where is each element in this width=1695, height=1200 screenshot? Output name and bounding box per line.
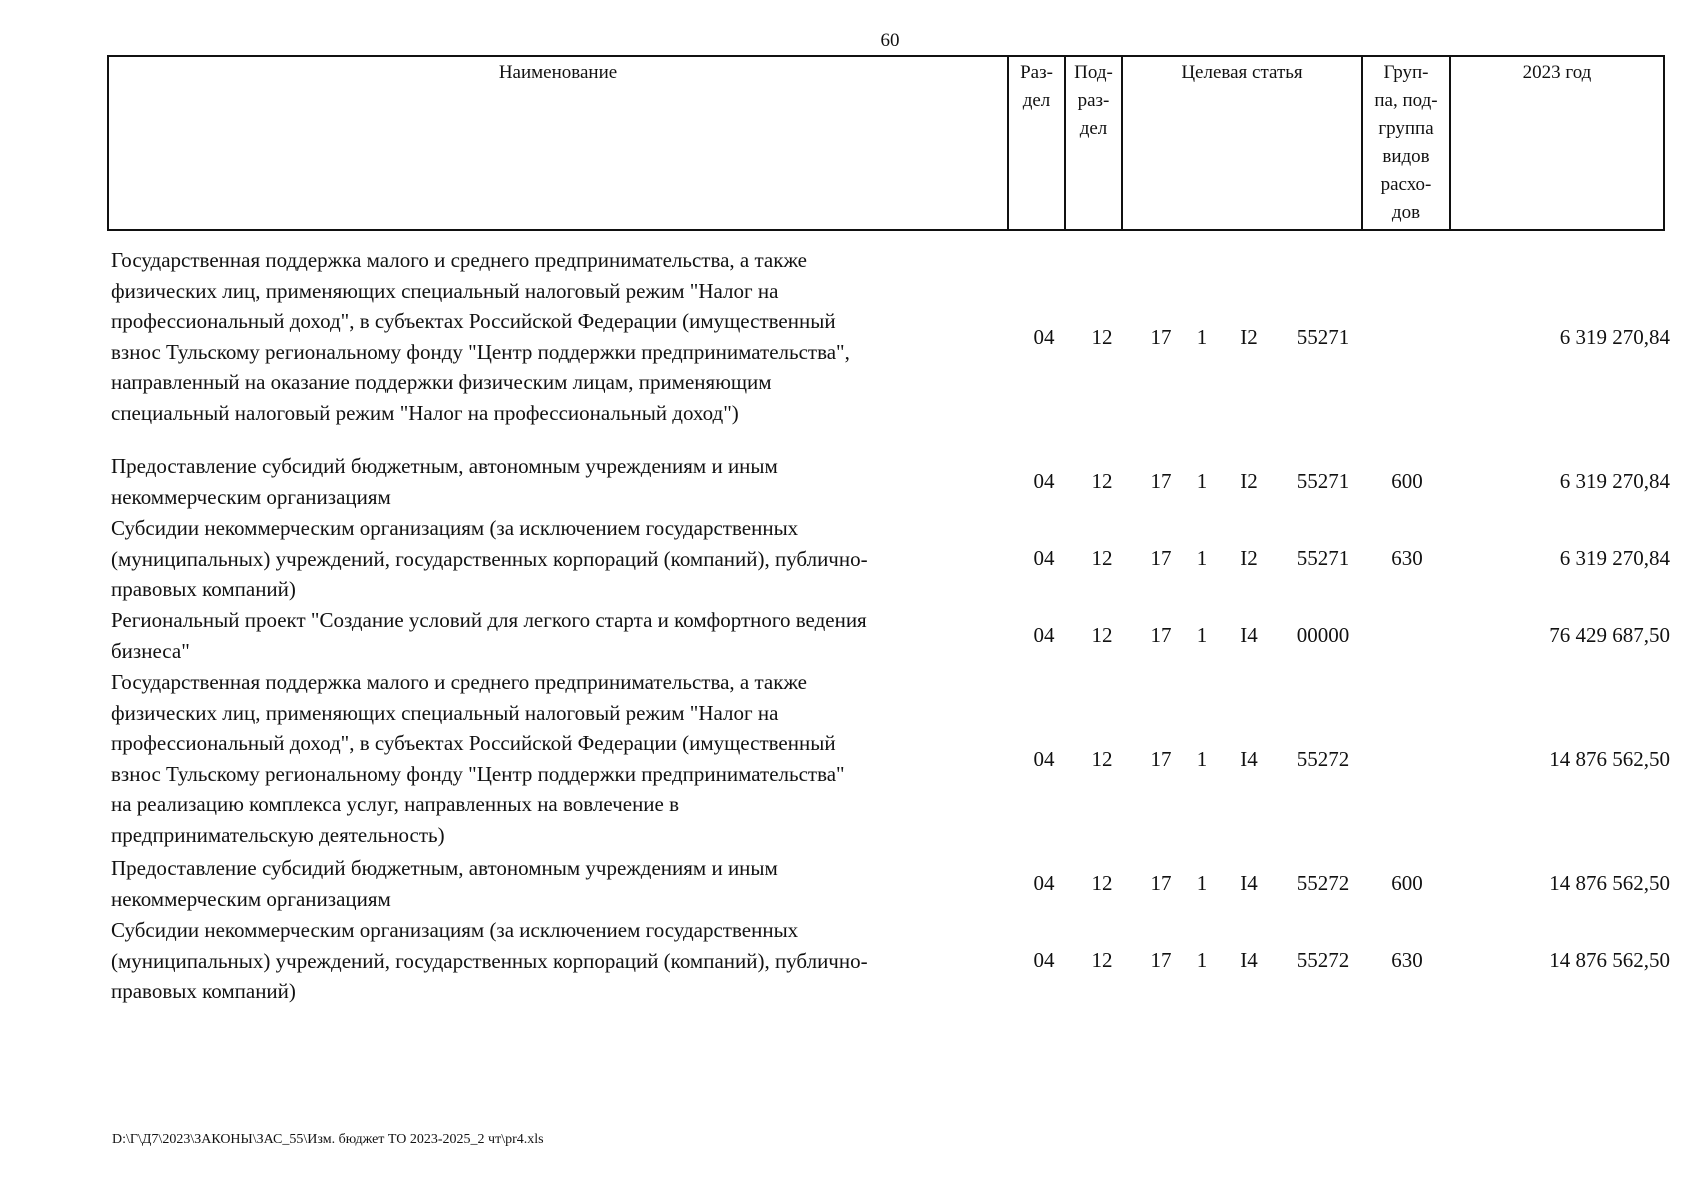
- row-razdel: 04: [1033, 747, 1055, 771]
- row-podrazdel: 12: [1091, 871, 1113, 895]
- header-razdel: Раз- дел: [1008, 56, 1065, 230]
- row-cs-program: 17: [1150, 469, 1172, 493]
- row-cs-project: I4: [1240, 747, 1258, 771]
- row-cs-type: 1: [1196, 469, 1208, 493]
- row-cs-direction: 55272: [1296, 747, 1350, 771]
- header-celevaya-statya: Целевая статья: [1122, 56, 1362, 230]
- row-cs-direction: 55271: [1296, 469, 1350, 493]
- row-sum: 6 319 270,84: [1559, 469, 1670, 493]
- row-cs-type: 1: [1196, 747, 1208, 771]
- row-cs-type: 1: [1196, 325, 1208, 349]
- row-cs-type: 1: [1196, 546, 1208, 570]
- row-cs-type: 1: [1196, 871, 1208, 895]
- row-cs-project: I2: [1240, 325, 1258, 349]
- row-podrazdel: 12: [1091, 469, 1113, 493]
- table-header: [107, 55, 1665, 231]
- row-razdel: 04: [1033, 546, 1055, 570]
- row-vr: 600: [1391, 871, 1423, 895]
- page-number: 60: [880, 30, 900, 51]
- row-cs-program: 17: [1150, 948, 1172, 972]
- row-cs-direction: 55271: [1296, 325, 1350, 349]
- row-podrazdel: 12: [1091, 546, 1113, 570]
- row-cs-program: 17: [1150, 546, 1172, 570]
- row-podrazdel: 12: [1091, 623, 1113, 647]
- row-vr: 630: [1391, 948, 1423, 972]
- row-cs-type: 1: [1196, 948, 1208, 972]
- row-cs-project: I4: [1240, 623, 1258, 647]
- row-cs-direction: 55272: [1296, 871, 1350, 895]
- row-name: Государственная поддержка малого и среднего предпринимательства, а также физических лиц, применяющих специальный налоговый режим "Налог на профессиональный доход", в субъектах Российской Федерации (имущественный взнос Тульскому региональному фонду "Центр поддержки предпринимательства" на реализацию комплекса услуг, направленных на вовлечение в предпринимательскую деятельность): [111, 670, 845, 847]
- row-name: Региональный проект "Создание условий для легкого старта и комфортного ведения бизнеса": [111, 608, 867, 663]
- row-sum: 76 429 687,50: [1549, 623, 1670, 647]
- header-year: 2023 год: [1450, 56, 1664, 230]
- row-cs-project: I2: [1240, 469, 1258, 493]
- row-podrazdel: 12: [1091, 325, 1113, 349]
- footer-file-path: D:\Г\Д7\2023\ЗАКОНЫ\ЗАС_55\Изм. бюджет ТО 2023-2025_2 чт\pr4.xls: [112, 1132, 544, 1147]
- header-name: Наименование: [108, 56, 1008, 230]
- row-razdel: 04: [1033, 325, 1055, 349]
- header-gruppa-vidov-rashodov: Груп- па, под- группа видов расхо- дов: [1362, 56, 1450, 230]
- row-sum: 14 876 562,50: [1549, 747, 1670, 771]
- row-razdel: 04: [1033, 871, 1055, 895]
- row-name: Предоставление субсидий бюджетным, автономным учреждениям и иным некоммерческим организациям: [111, 856, 778, 911]
- row-name: Субсидии некоммерческим организациям (за исключением государственных (муниципальных) учреждений, государственных корпораций (компаний), публично- правовых компаний): [111, 918, 868, 1003]
- row-sum: 6 319 270,84: [1559, 325, 1670, 349]
- row-cs-type: 1: [1196, 623, 1208, 647]
- row-vr: 630: [1391, 546, 1423, 570]
- row-cs-project: I4: [1240, 948, 1258, 972]
- row-cs-program: 17: [1150, 623, 1172, 647]
- row-cs-program: 17: [1150, 747, 1172, 771]
- row-razdel: 04: [1033, 948, 1055, 972]
- row-name: Субсидии некоммерческим организациям (за исключением государственных (муниципальных) учреждений, государственных корпораций (компаний), публично- правовых компаний): [111, 516, 868, 601]
- row-cs-direction: 55272: [1296, 948, 1350, 972]
- row-cs-direction: 55271: [1296, 546, 1350, 570]
- row-sum: 14 876 562,50: [1549, 871, 1670, 895]
- row-cs-direction: 00000: [1296, 623, 1350, 647]
- row-cs-program: 17: [1150, 325, 1172, 349]
- row-sum: 14 876 562,50: [1549, 948, 1670, 972]
- row-podrazdel: 12: [1091, 948, 1113, 972]
- row-razdel: 04: [1033, 469, 1055, 493]
- row-cs-project: I2: [1240, 546, 1258, 570]
- row-razdel: 04: [1033, 623, 1055, 647]
- row-name: Государственная поддержка малого и среднего предпринимательства, а также физических лиц, применяющих специальный налоговый режим "Налог на профессиональный доход", в субъектах Российской Федерации (имущественный взнос Тульскому региональному фонду "Центр поддержки предпринимательства", направленный на оказание поддержки физическим лицам, применяющим специальный налоговый режим "Налог на профессиональный доход"): [111, 248, 850, 425]
- row-podrazdel: 12: [1091, 747, 1113, 771]
- row-sum: 6 319 270,84: [1559, 546, 1670, 570]
- row-cs-program: 17: [1150, 871, 1172, 895]
- row-vr: 600: [1391, 469, 1423, 493]
- row-cs-project: I4: [1240, 871, 1258, 895]
- row-name: Предоставление субсидий бюджетным, автономным учреждениям и иным некоммерческим организациям: [111, 454, 778, 509]
- header-podrazdel: Под- раз- дел: [1065, 56, 1122, 230]
